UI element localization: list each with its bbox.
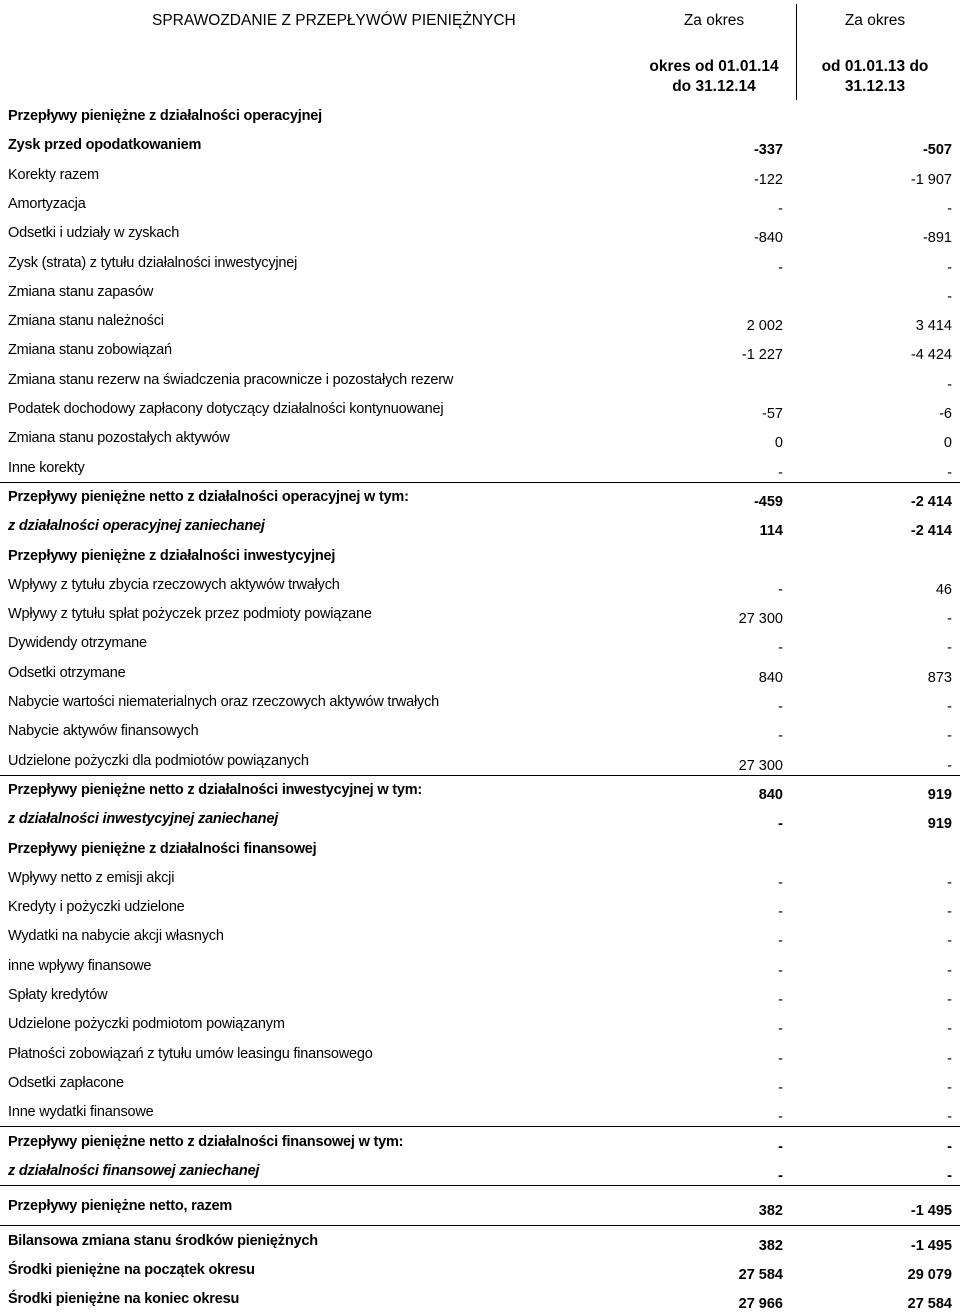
table-row: [0, 746, 960, 776]
table-row: [0, 453, 960, 483]
row-value-2014: -: [778, 1021, 783, 1038]
table-row: [0, 921, 960, 950]
row-value-2014: -: [778, 962, 783, 979]
row-value-2013: -: [947, 1138, 952, 1155]
row-value-2013: 873: [927, 669, 952, 686]
row-value-2014: -: [778, 259, 783, 276]
row-label: Przepływy pieniężne netto z działalności finansowej w tym:: [8, 1133, 404, 1150]
row-label: Wpływy z tytułu spłat pożyczek przez podmioty powiązane: [8, 606, 372, 623]
row-value-2014: 840: [758, 669, 783, 686]
table-row: [0, 189, 960, 218]
row-value-2013: -1 495: [910, 1203, 952, 1220]
row-label: Inne wydatki finansowe: [8, 1104, 154, 1121]
row-value-2013: 27 584: [907, 1296, 952, 1312]
row-value-2013: -: [947, 874, 952, 891]
row-value-2013: -: [947, 728, 952, 745]
row-value-2013: -: [947, 288, 952, 305]
row-label: Przepływy pieniężne z działalności operacyjnej: [8, 108, 322, 124]
row-label: Zmiana stanu zobowiązań: [8, 342, 172, 359]
row-value-2014: -: [778, 816, 783, 833]
row-label: Przepływy pieniężne netto z działalności operacyjnej w tym:: [8, 488, 409, 505]
table-row: [0, 1191, 960, 1220]
table-row: [0, 394, 960, 423]
row-label: Środki pieniężne na koniec okresu: [8, 1291, 240, 1307]
row-label: Przepływy pieniężne netto z działalności inwestycyjnej w tym:: [8, 781, 423, 798]
table-row: [0, 365, 960, 394]
table-row: [0, 687, 960, 716]
row-label: z działalności inwestycyjnej zaniechanej: [8, 811, 279, 828]
table-row: [0, 160, 960, 189]
row-value-2014: -: [778, 1079, 783, 1096]
table-row: [0, 101, 960, 130]
row-value-2014: 27 300: [738, 611, 783, 628]
row-value-2013: -: [947, 992, 952, 1008]
table-row: [0, 248, 960, 277]
period-1-range-line2: do 31.12.14: [672, 78, 756, 95]
row-label: z działalności operacyjnej zaniechanej: [8, 518, 265, 535]
table-row: [0, 1156, 960, 1186]
row-value-2013: 0: [943, 435, 952, 452]
row-value-2013: -1 495: [910, 1238, 952, 1255]
row-label: Zmiana stanu zapasów: [8, 283, 154, 300]
row-label: Środki pieniężne na początek okresu: [8, 1261, 255, 1278]
row-value-2014: -337: [753, 142, 783, 159]
row-value-2013: 3 414: [915, 318, 952, 335]
row-value-2014: -: [778, 200, 783, 217]
row-value-2013: -: [947, 699, 952, 715]
header-column-divider: [796, 4, 797, 100]
row-value-2013: -: [947, 1021, 952, 1038]
table-row: [0, 804, 960, 833]
row-label: Inne korekty: [8, 459, 85, 476]
row-label: Zysk (strata) z tytułu działalności inwestycyjnej: [8, 254, 298, 271]
row-value-2014: -: [778, 464, 783, 481]
row-value-2014: -: [778, 640, 783, 657]
table-row: [0, 1127, 960, 1156]
row-label: z działalności finansowej zaniechanej: [8, 1162, 260, 1179]
table-row: [0, 834, 960, 863]
row-value-2013: -: [947, 640, 952, 657]
table-row: [0, 892, 960, 921]
table-row: [0, 775, 960, 804]
table-row: [0, 863, 960, 892]
row-value-2014: -: [778, 1109, 783, 1126]
row-value-2013: -2 414: [910, 523, 952, 540]
table-row: [0, 980, 960, 1009]
row-value-2013: -1 907: [910, 171, 952, 188]
row-value-2014: -840: [753, 230, 783, 247]
row-value-2014: 27 584: [738, 1266, 783, 1283]
row-value-2013: -: [947, 933, 952, 950]
row-value-2014: 27 300: [738, 757, 783, 774]
row-value-2014: -: [778, 1050, 783, 1067]
row-value-2013: -891: [922, 230, 952, 247]
row-value-2014: 382: [758, 1238, 783, 1255]
row-value-2013: -507: [922, 142, 952, 159]
row-value-2014: -: [778, 874, 783, 891]
row-label: Dywidendy otrzymane: [8, 635, 147, 652]
row-value-2013: -: [947, 1167, 952, 1184]
row-value-2014: -: [778, 1138, 783, 1155]
row-value-2013: 29 079: [907, 1266, 952, 1283]
row-label: Płatności zobowiązań z tytułu umów leasingu finansowego: [8, 1045, 373, 1062]
row-label: Podatek dochodowy zapłacony dotyczący działalności kontynuowanej: [8, 401, 444, 417]
row-label: Zmiana stanu rezerw na świadczenia pracownicze i pozostałych rezerw: [8, 371, 454, 388]
table-row: [0, 1225, 960, 1255]
row-label: Zmiana stanu pozostałych aktywów: [8, 430, 230, 447]
row-value-2014: -: [778, 699, 783, 715]
row-label: Udzielone pożyczki podmiotom powiązanym: [8, 1016, 285, 1033]
row-value-2014: -57: [762, 406, 783, 422]
row-value-2014: -459: [753, 493, 783, 510]
row-value-2013: -: [947, 1050, 952, 1067]
row-value-2013: -: [947, 1079, 952, 1096]
row-value-2014: -: [778, 992, 783, 1008]
table-row: [0, 482, 960, 511]
row-value-2014: -: [778, 1167, 783, 1184]
period-2-range-line1: od 01.01.13 do: [821, 58, 929, 75]
row-label: Udzielone pożyczki dla podmiotów powiązanych: [8, 752, 309, 769]
table-row: [0, 1009, 960, 1038]
row-value-2014: -122: [753, 171, 783, 188]
table-row: [0, 716, 960, 745]
row-label: inne wpływy finansowe: [8, 957, 152, 974]
row-label: Bilansowa zmiana stanu środków pieniężnych: [8, 1233, 318, 1250]
row-value-2014: 114: [759, 523, 783, 540]
table-row: [0, 423, 960, 452]
row-value-2014: 840: [758, 786, 783, 803]
row-value-2013: -: [947, 757, 952, 774]
row-label: Zysk przed opodatkowaniem: [8, 137, 202, 154]
table-row: [0, 1068, 960, 1097]
table-row: [0, 599, 960, 628]
table-row: [0, 951, 960, 980]
row-label: Kredyty i pożyczki udzielone: [8, 899, 185, 916]
row-value-2013: -: [947, 1109, 952, 1126]
statement-title: SPRAWOZDANIE Z PRZEPŁYWÓW PIENIĘŻNYCH: [152, 12, 516, 29]
table-row: [0, 306, 960, 335]
row-value-2014: -: [778, 933, 783, 950]
row-label: Przepływy pieniężne z działalności finansowej: [8, 840, 317, 857]
period-2-range-line2: 31.12.13: [844, 78, 906, 95]
row-value-2013: -2 414: [910, 493, 952, 510]
table-row: [0, 335, 960, 364]
row-label: Odsetki i udziały w zyskach: [8, 225, 180, 242]
table-row: [0, 1097, 960, 1127]
row-value-2014: 2 002: [746, 318, 783, 335]
row-value-2014: -1 227: [741, 347, 783, 364]
row-label: Spłaty kredytów: [8, 987, 108, 1003]
row-label: Amortyzacja: [8, 195, 86, 212]
period-2-heading: Za okres: [844, 12, 906, 29]
row-value-2013: -: [947, 259, 952, 276]
row-label: Przepływy pieniężne netto, razem: [8, 1198, 233, 1215]
table-row: [0, 541, 960, 570]
row-value-2014: -: [778, 581, 783, 598]
row-value-2013: -: [947, 904, 952, 921]
row-label: Przepływy pieniężne z działalności inwestycyjnej: [8, 547, 336, 564]
row-label: Nabycie wartości niematerialnych oraz rzeczowych aktywów trwałych: [8, 694, 440, 710]
row-label: Wpływy netto z emisji akcji: [8, 869, 175, 886]
row-value-2014: -: [778, 728, 783, 745]
row-value-2013: -6: [939, 406, 952, 422]
row-label: Odsetki zapłacone: [8, 1074, 124, 1091]
row-label: Wpływy z tytułu zbycia rzeczowych aktywów trwałych: [8, 576, 340, 593]
table-row: [0, 1039, 960, 1068]
row-value-2013: -: [947, 200, 952, 217]
table-row: [0, 130, 960, 159]
row-label: Korekty razem: [8, 166, 99, 183]
row-value-2013: -: [947, 464, 952, 481]
period-1-heading: Za okres: [683, 12, 745, 29]
table-row: [0, 277, 960, 306]
table-row: [0, 628, 960, 657]
table-row: [0, 658, 960, 687]
period-1-range: [640, 57, 788, 97]
table-row: [0, 1284, 960, 1313]
row-value-2013: -: [947, 962, 952, 979]
row-label: Odsetki otrzymane: [8, 664, 126, 681]
statement-header: [0, 0, 960, 100]
period-1-range-line1: okres od 01.01.14: [649, 58, 779, 75]
row-label: Nabycie aktywów finansowych: [8, 723, 199, 740]
row-value-2013: 919: [927, 816, 952, 833]
row-value-2013: -: [947, 376, 952, 393]
table-row: [0, 218, 960, 247]
row-value-2014: 382: [758, 1203, 783, 1220]
period-2-range: [800, 57, 950, 97]
row-value-2014: 0: [774, 435, 783, 452]
row-value-2013: 919: [927, 786, 952, 803]
table-row: [0, 511, 960, 540]
row-value-2013: -: [947, 611, 952, 628]
row-value-2014: -: [778, 904, 783, 921]
row-value-2013: -4 424: [910, 347, 952, 364]
row-label: Zmiana stanu należności: [8, 313, 164, 330]
row-label: Wydatki na nabycie akcji własnych: [8, 928, 224, 945]
table-row: [0, 570, 960, 599]
table-row: [0, 1255, 960, 1284]
row-value-2013: 46: [935, 581, 952, 598]
row-value-2014: 27 966: [738, 1296, 783, 1312]
